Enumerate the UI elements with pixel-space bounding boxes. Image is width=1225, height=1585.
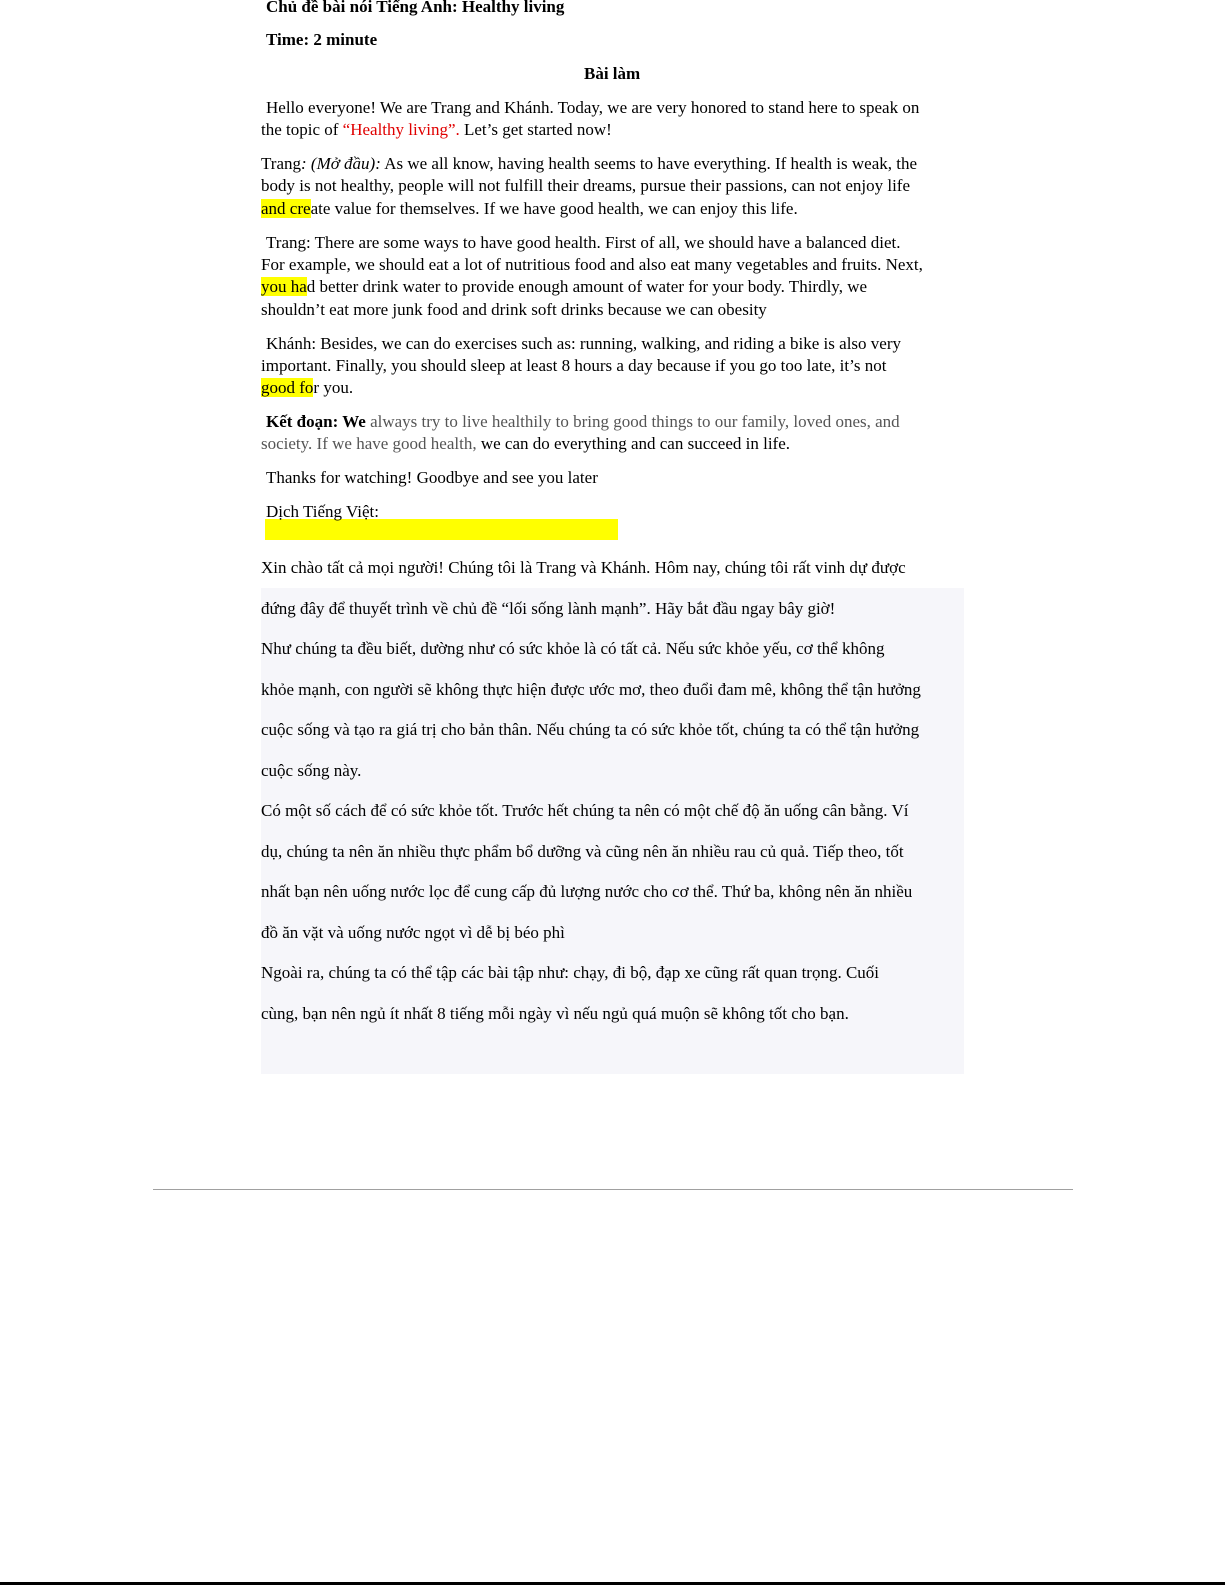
vi-line: Ngoài ra, chúng ta có thể tập các bài tập như: chạy, đi bộ, đạp xe cũng rất quan trọng. Cuối bbox=[261, 963, 880, 982]
intro-text: the topic of bbox=[261, 120, 343, 139]
p4-line-2 bbox=[261, 433, 790, 455]
section-label: Kết đoạn: bbox=[266, 412, 339, 431]
doc-time: Time: 2 minute bbox=[266, 30, 378, 49]
vi-line: cùng, bạn nên ngủ ít nhất 8 tiếng mỗi ngày vì nếu ngủ quá muộn sẽ không tốt cho bạn. bbox=[261, 1004, 849, 1023]
p4-line-1 bbox=[266, 411, 900, 433]
p4-gray-text: society. If we have good health, bbox=[261, 434, 477, 453]
speaker-name: Trang bbox=[261, 154, 301, 173]
topic-red-text: “Healthy living”. bbox=[342, 120, 460, 139]
p3-text-end: r you. bbox=[313, 378, 354, 397]
vi-line: cuộc sống và tạo ra giá trị cho bản thân. Nếu chúng ta có sức khỏe tốt, chúng ta có thể tận hưởng bbox=[261, 720, 920, 739]
thanks-line: Thanks for watching! Goodbye and see you later bbox=[266, 468, 598, 487]
p4-text-end: we can do everything and can succeed in life. bbox=[476, 434, 790, 453]
vi-line: Có một số cách để có sức khỏe tốt. Trước hết chúng ta nên có một chế độ ăn uống cân bằng. Ví bbox=[261, 801, 909, 820]
p4-gray-text: always try to live healthily to bring good things to our family, loved ones, and bbox=[365, 412, 900, 431]
intro-text-end: Let’s get started now! bbox=[459, 120, 612, 139]
p1-line-1 bbox=[261, 153, 917, 175]
center-title: Bài làm bbox=[584, 64, 641, 83]
vi-line: dụ, chúng ta nên ăn nhiều thực phẩm bổ dưỡng và cũng nên ăn nhiều rau củ quả. Tiếp theo, tốt bbox=[261, 842, 904, 861]
doc-heading: Chủ đề bài nói Tiếng Anh: Healthy living bbox=[266, 0, 565, 16]
shaded-translation-block bbox=[261, 588, 964, 1074]
vi-line: cuộc sống này. bbox=[261, 761, 362, 780]
vi-line: đứng đây để thuyết trình về chủ đề “lối sống lành mạnh”. Hãy bắt đầu ngay bây giờ! bbox=[261, 599, 836, 618]
p1-line-3 bbox=[261, 198, 798, 220]
p2-line-2: For example, we should eat a lot of nutritious food and also eat many vegetables and fruits. Next, bbox=[261, 255, 923, 274]
vi-line: Như chúng ta đều biết, dường như có sức khỏe là có tất cả. Nếu sức khỏe yếu, cơ thể không bbox=[261, 639, 885, 658]
p1-text-end: ate value for themselves. If we have good health, we can enjoy this life. bbox=[310, 199, 798, 218]
p2-text-end: d better drink water to provide enough amount of water for your body. Thirdly, we bbox=[306, 277, 868, 296]
vi-line: Xin chào tất cả mọi người! Chúng tôi là Trang và Khánh. Hôm nay, chúng tôi rất vinh dự được bbox=[261, 558, 906, 577]
p1-text: As we all know, having health seems to have everything. If health is weak, the bbox=[380, 154, 918, 173]
p2-line-1: Trang: There are some ways to have good health. First of all, we should have a balanced diet. bbox=[266, 233, 901, 252]
p2-line-4: shouldn’t eat more junk food and drink soft drinks because we can obesity bbox=[261, 300, 767, 319]
vi-line: đồ ăn vặt và uống nước ngọt vì dễ bị béo phì bbox=[261, 923, 565, 942]
p4-bold-text: We bbox=[338, 412, 366, 431]
vi-line: khỏe mạnh, con người sẽ không thực hiện được ước mơ, theo đuổi đam mê, không thể tận hưởng bbox=[261, 680, 921, 699]
section-label: : (Mở đầu): bbox=[301, 154, 381, 173]
highlighted-text: and cre bbox=[261, 199, 311, 218]
highlighted-text: good fo bbox=[261, 378, 314, 397]
p3-line-1: Khánh: Besides, we can do exercises such as: running, walking, and riding a bike is also very bbox=[266, 334, 901, 353]
intro-line-2 bbox=[261, 119, 612, 141]
p3-line-2: important. Finally, you should sleep at least 8 hours a day because if you go too late, it’s not bbox=[261, 356, 887, 375]
p2-line-3 bbox=[261, 276, 867, 298]
highlighted-text: you ha bbox=[261, 277, 307, 296]
p1-line-2: body is not healthy, people will not fulfill their dreams, pursue their passions, can not enjoy life bbox=[261, 176, 911, 195]
page-divider bbox=[153, 1189, 1073, 1190]
translation-label: Dịch Tiếng Việt: bbox=[266, 502, 379, 521]
vi-line: nhất bạn nên uống nước lọc để cung cấp đủ lượng nước cho cơ thể. Thứ ba, không nên ăn nhiều bbox=[261, 882, 913, 901]
intro-line-1: Hello everyone! We are Trang and Khánh. Today, we are very honored to stand here to speak on bbox=[266, 98, 920, 117]
p3-line-3 bbox=[261, 377, 353, 399]
